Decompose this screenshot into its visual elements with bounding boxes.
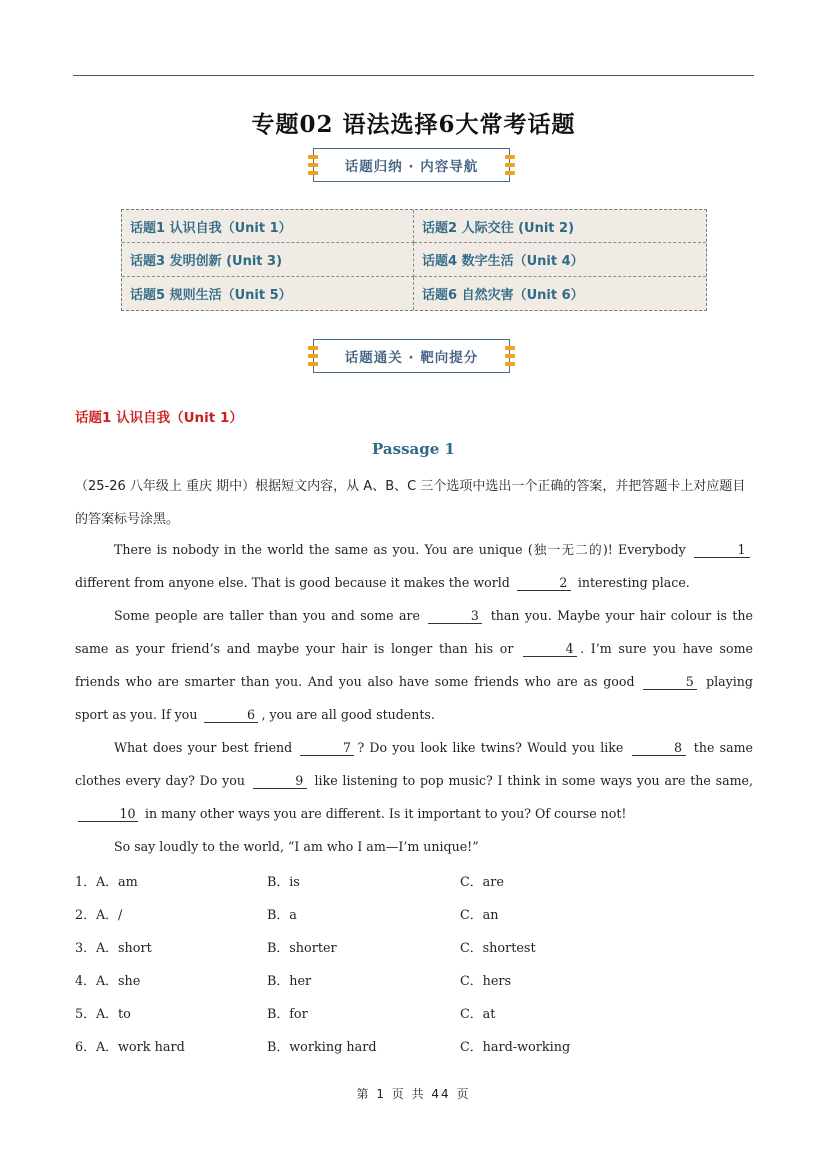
passage-text: interesting place.	[577, 575, 690, 590]
option-c: C．shortest	[460, 941, 536, 956]
paragraph	[75, 533, 753, 599]
page-title: 专题02 语法选择6大常考话题	[251, 111, 576, 138]
passage-text: playing sport as you. If you	[75, 674, 753, 722]
option-c: C．at	[460, 1007, 496, 1022]
option-c: C．hers	[460, 974, 512, 989]
option-row	[75, 1029, 755, 1062]
answer-options	[75, 864, 755, 1062]
option-c: C．are	[460, 875, 504, 890]
option-a: 5．A．to	[75, 1007, 131, 1022]
option-b: B．her	[267, 974, 312, 989]
option-row	[75, 930, 755, 963]
option-c: C．hard-working	[460, 1040, 571, 1055]
blank: 8	[632, 741, 686, 756]
paragraph	[75, 731, 753, 830]
passage-text: different from anyone else. That is good because it makes the world	[75, 575, 510, 590]
banner-label: 话题归纳 · 内容导航	[344, 159, 479, 175]
option-c: C．an	[460, 908, 499, 923]
passage-text: . I’m sure you have some friends who are smarter than you. And you also have some friends who are as good	[75, 641, 753, 689]
section-heading: 话题1 认识自我（Unit 1）	[75, 410, 243, 426]
paragraph	[75, 599, 753, 731]
passage-text: What does your best friend	[114, 740, 293, 755]
passage-text: in many other ways you are different. Is it important to you? Of course not!	[145, 806, 627, 821]
passage-body	[75, 533, 753, 863]
option-a: 3．A．short	[75, 941, 152, 956]
banner-decoration-icon	[308, 155, 318, 175]
option-row	[75, 864, 755, 897]
passage-text: ? Do you look like twins? Would you like	[357, 740, 624, 755]
blank: 6	[204, 708, 258, 723]
topic-table	[121, 209, 707, 311]
topic-item: 话题5 规则生活（Unit 5）	[122, 277, 414, 310]
page-footer: 第 1 页 共 44 页	[356, 1087, 471, 1101]
instructions: （25-26 八年级上 重庆 期中）根据短文内容，从 A、B、C 三个选项中选出一个正确的答案，并把答题卡上对应题目的答案标号涂黑。	[75, 479, 746, 527]
option-a: 1．A．am	[75, 875, 138, 890]
passage-text: like listening to pop music? I think in some ways you are the same,	[314, 773, 753, 788]
blank: 9	[253, 774, 307, 789]
option-a: 2．A．/	[75, 908, 123, 923]
blank: 3	[428, 609, 482, 624]
topic-item: 话题1 认识自我（Unit 1）	[122, 210, 414, 243]
topic-item: 话题2 人际交往 (Unit 2)	[414, 210, 706, 243]
banner-topic-navigation	[313, 148, 510, 182]
blank: 7	[300, 741, 354, 756]
passage-text: , you are all good students.	[261, 707, 435, 722]
blank: 4	[523, 642, 577, 657]
option-row	[75, 963, 755, 996]
topic-item: 话题6 自然灾害（Unit 6）	[422, 287, 584, 303]
passage-text: There is nobody in the world the same as you. You are unique (独一无二的)! Everybody	[114, 542, 686, 557]
option-b: B．for	[267, 1007, 308, 1022]
banner-decoration-icon	[505, 155, 515, 175]
banner-topic-practice	[313, 339, 510, 373]
banner-decoration-icon	[308, 346, 318, 366]
option-row	[75, 897, 755, 930]
header-rule	[73, 75, 754, 76]
option-b: B．working hard	[267, 1040, 377, 1055]
option-b: B．a	[267, 908, 297, 923]
passage-text: Some people are taller than you and some are	[114, 608, 420, 623]
option-a: 6．A．work hard	[75, 1040, 185, 1055]
banner-decoration-icon	[505, 346, 515, 366]
passage-title: Passage 1	[372, 440, 455, 458]
passage-text: than you. Maybe your hair colour is the same as your friend’s and maybe your hair is longer than his or	[75, 608, 753, 656]
option-a: 4．A．she	[75, 974, 141, 989]
blank: 1	[694, 543, 750, 558]
passage-text: the same clothes every day? Do you	[75, 740, 753, 788]
option-b: B．shorter	[267, 941, 337, 956]
blank: 5	[643, 675, 697, 690]
paragraph: So say loudly to the world, “I am who I am—I’m unique!”	[114, 839, 479, 854]
option-row	[75, 996, 755, 1029]
option-b: B．is	[267, 875, 300, 890]
banner-label: 话题通关 · 靶向提分	[344, 350, 479, 366]
blank: 2	[517, 576, 571, 591]
topic-item: 话题3 发明创新 (Unit 3)	[122, 243, 414, 276]
blank: 10	[78, 807, 138, 822]
topic-item: 话题4 数字生活（Unit 4）	[414, 243, 706, 276]
